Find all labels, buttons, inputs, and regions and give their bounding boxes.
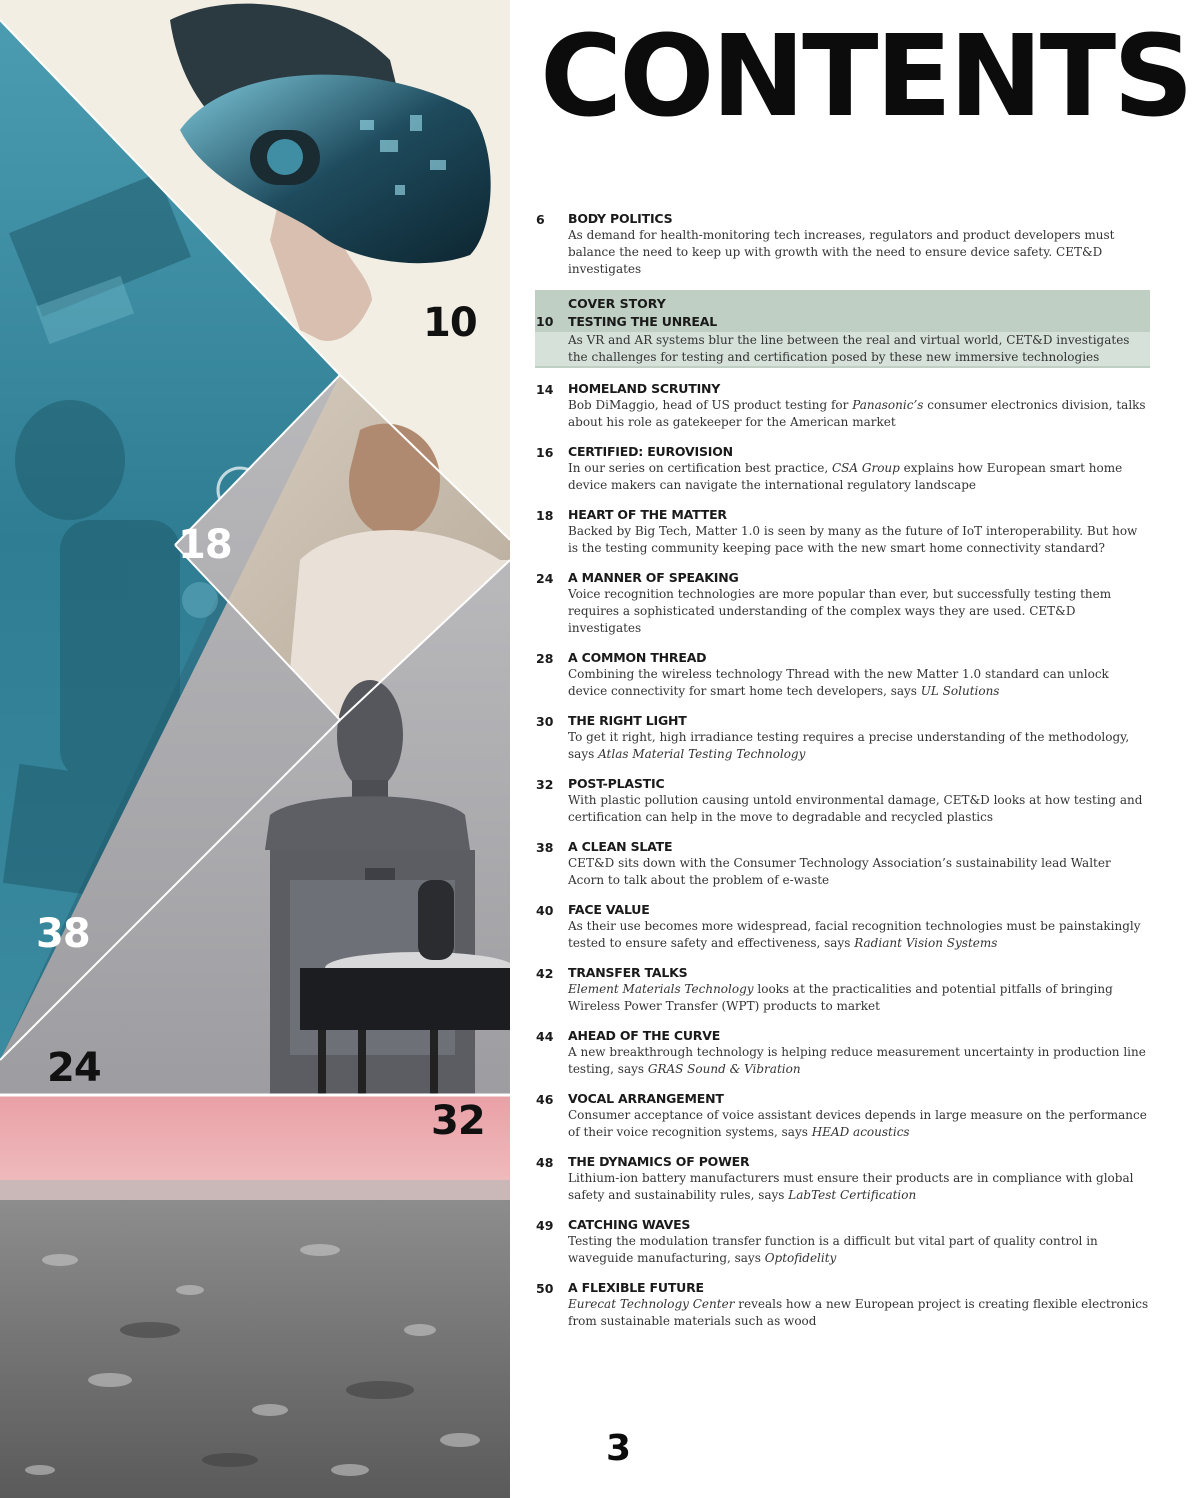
entry-description: With plastic pollution causing untold environmental damage, CET&D looks at how testing and certification can help in the move to degradable and recycled plastics	[568, 793, 1143, 824]
entry-headline: A CLEAN SLATE	[568, 839, 673, 854]
toc-entry[interactable]	[535, 506, 1150, 557]
entry-page-number: 18	[536, 508, 554, 523]
entry-page-number: 24	[536, 571, 554, 586]
page-title: CONTENTS	[540, 12, 1191, 142]
page-folio: 3	[606, 1428, 632, 1469]
toc-entry[interactable]	[535, 775, 1150, 826]
entry-description: Testing the modulation transfer function is a difficult but vital part of quality control in waveguide manufacturing, says Optofidelity	[568, 1234, 1098, 1265]
entry-page-number: 49	[536, 1218, 554, 1233]
entry-page-number: 16	[536, 445, 554, 460]
entry-description: Consumer acceptance of voice assistant devices depends in large measure on the performance of their voice recognition systems, says HEAD acoustics	[568, 1108, 1147, 1139]
entry-page-number: 10	[536, 314, 554, 329]
collage-number-10: 10	[423, 300, 477, 346]
entry-description: Bob DiMaggio, head of US product testing for Panasonic’s consumer electronics division, talks about his role as gatekeeper for the American market	[568, 398, 1146, 429]
entry-headline: A COMMON THREAD	[568, 650, 707, 665]
toc-entry[interactable]	[535, 1090, 1150, 1141]
entry-description: A new breakthrough technology is helping reduce measurement uncertainty in production line testing, says GRAS Sound & Vibration	[568, 1045, 1146, 1076]
entry-headline: TRANSFER TALKS	[568, 965, 688, 980]
entry-description: As VR and AR systems blur the line between the real and virtual world, CET&D investigates the challenges for testing and certification posed by these new immersive technologies	[535, 332, 1150, 366]
entry-page-number: 44	[536, 1029, 554, 1044]
entry-description: CET&D sits down with the Consumer Technology Association’s sustainability lead Walter Acorn to talk about the problem of e-waste	[568, 856, 1111, 887]
toc-entry[interactable]	[535, 569, 1150, 637]
cover-collage	[0, 0, 510, 1498]
table-of-contents	[535, 210, 1150, 1342]
entry-description: In our series on certification best practice, CSA Group explains how European smart home device makers can navigate the international regulatory landscape	[568, 461, 1123, 492]
toc-entry[interactable]	[535, 901, 1150, 952]
entry-headline: CERTIFIED: EUROVISION	[568, 444, 733, 459]
entry-page-number: 40	[536, 903, 554, 918]
entry-headline: FACE VALUE	[568, 902, 650, 917]
entry-page-number: 6	[536, 212, 545, 227]
entry-headline: A MANNER OF SPEAKING	[568, 570, 739, 585]
toc-entry[interactable]	[535, 1216, 1150, 1267]
entry-headline: HOMELAND SCRUTINY	[568, 381, 721, 396]
entry-page-number: 46	[536, 1092, 554, 1107]
entry-headline: VOCAL ARRANGEMENT	[568, 1091, 724, 1106]
toc-entry[interactable]	[535, 443, 1150, 494]
entry-description: Element Materials Technology looks at the practicalities and potential pitfalls of bringing Wireless Power Transfer (WPT) products to market	[568, 982, 1113, 1013]
entry-page-number: 48	[536, 1155, 554, 1170]
entry-description: Combining the wireless technology Thread with the new Matter 1.0 standard can unlock device connectivity for smart home tech developers, says UL Solutions	[568, 667, 1109, 698]
toc-entry[interactable]	[535, 1279, 1150, 1330]
cover-story-entry[interactable]	[535, 290, 1150, 368]
entry-page-number: 14	[536, 382, 554, 397]
entry-headline: HEART OF THE MATTER	[568, 507, 727, 522]
toc-entry[interactable]	[535, 1153, 1150, 1204]
entry-headline: TESTING THE UNREAL	[568, 314, 718, 329]
entry-description: Lithium-ion battery manufacturers must ensure their products are in compliance with global safety and sustainability rules, says LabTest Certification	[568, 1171, 1134, 1202]
entry-page-number: 42	[536, 966, 554, 981]
toc-entry[interactable]	[535, 380, 1150, 431]
cover-story-kicker: COVER STORY	[568, 296, 666, 311]
entry-headline: POST-PLASTIC	[568, 776, 665, 791]
entry-page-number: 30	[536, 714, 554, 729]
entry-description: To get it right, high irradiance testing requires a precise understanding of the methodology, says Atlas Material Testing Technology	[568, 730, 1130, 761]
collage-number-38: 38	[36, 911, 90, 957]
toc-entry[interactable]	[535, 712, 1150, 763]
entry-description: Backed by Big Tech, Matter 1.0 is seen by many as the future of IoT interoperability. But how is the testing community keeping pace with the new smart home connectivity standard?	[568, 524, 1138, 555]
collage-number-32: 32	[431, 1098, 485, 1144]
entry-page-number: 32	[536, 777, 554, 792]
collage-artwork	[0, 0, 510, 1498]
entry-headline: CATCHING WAVES	[568, 1217, 691, 1232]
toc-entry[interactable]	[535, 649, 1150, 700]
entry-headline: THE DYNAMICS OF POWER	[568, 1154, 750, 1169]
entry-description: As their use becomes more widespread, facial recognition technologies must be painstakingly tested to ensure safety and effectiveness, says Radiant Vision Systems	[568, 919, 1141, 950]
entry-headline: AHEAD OF THE CURVE	[568, 1028, 721, 1043]
collage-number-24: 24	[47, 1045, 101, 1091]
entry-headline: BODY POLITICS	[568, 211, 673, 226]
entry-headline: A FLEXIBLE FUTURE	[568, 1280, 704, 1295]
entry-description: Voice recognition technologies are more popular than ever, but successfully testing them requires a sophisticated understanding of the complex ways they are used. CET&D investigates	[568, 587, 1112, 635]
entry-page-number: 38	[536, 840, 554, 855]
toc-entry[interactable]	[535, 210, 1150, 278]
entry-page-number: 28	[536, 651, 554, 666]
entry-description: As demand for health-monitoring tech increases, regulators and product developers must balance the need to keep up with growth with the need to ensure device safety. CET&D investigates	[568, 228, 1115, 276]
toc-entry[interactable]	[535, 1027, 1150, 1078]
toc-entry[interactable]	[535, 964, 1150, 1015]
entry-page-number: 50	[536, 1281, 554, 1296]
toc-entry[interactable]	[535, 838, 1150, 889]
entry-description: Eurecat Technology Center reveals how a new European project is creating flexible electronics from sustainable materials such as wood	[568, 1297, 1149, 1328]
entry-headline: THE RIGHT LIGHT	[568, 713, 687, 728]
collage-number-18: 18	[178, 522, 232, 568]
